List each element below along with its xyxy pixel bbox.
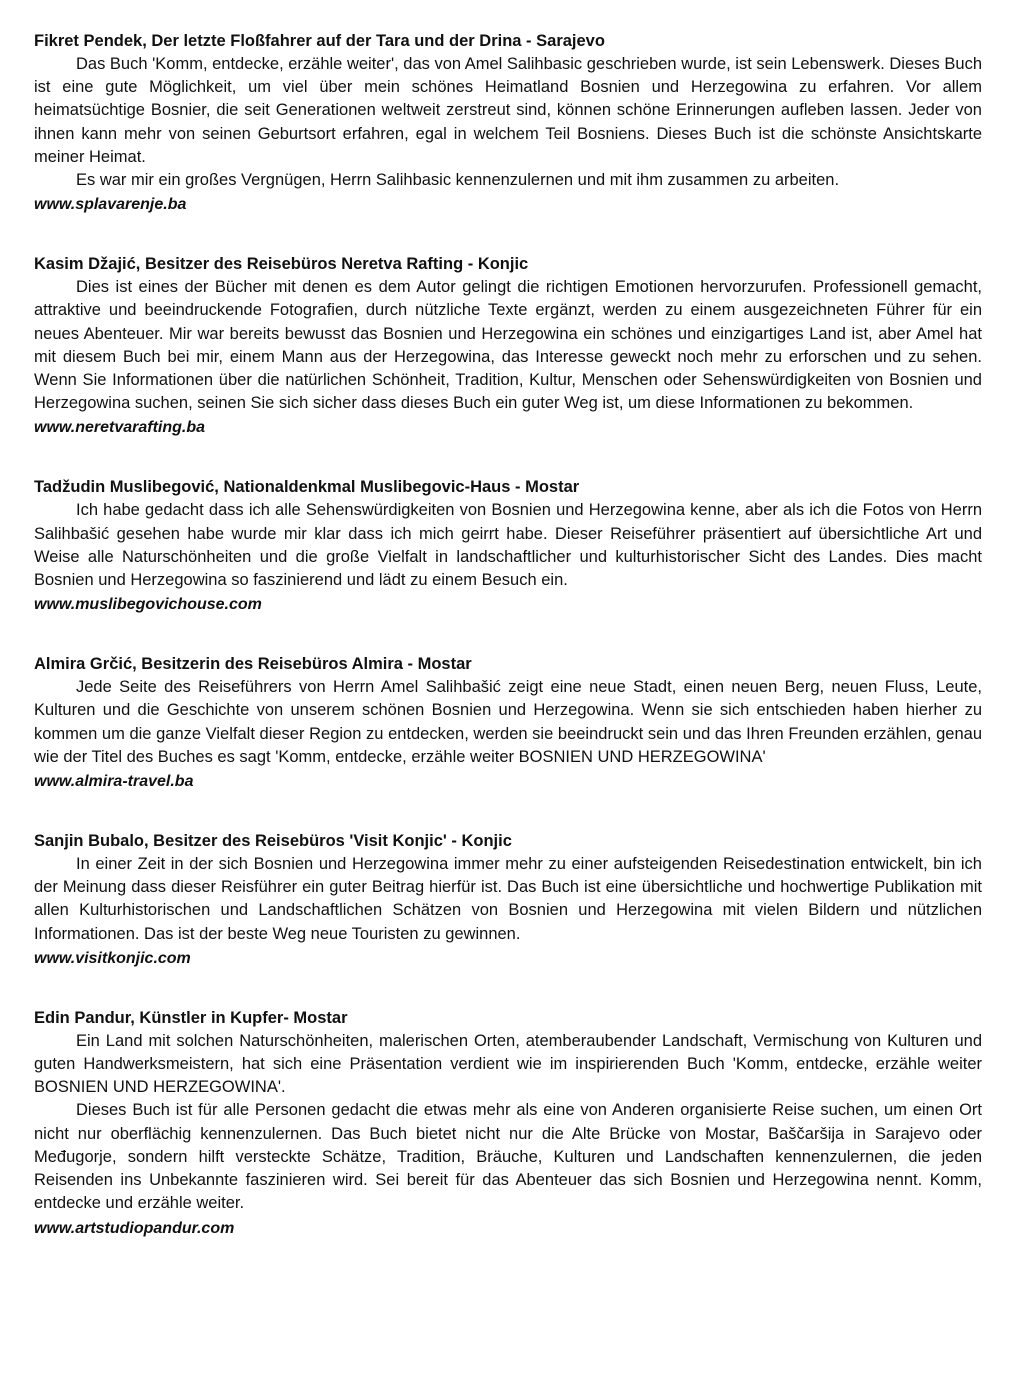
testimonial-heading: Kasim Džajić, Besitzer des Reisebüros Neretva Rafting - Konjic	[34, 255, 529, 274]
testimonial-heading: Almira Grčić, Besitzerin des Reisebüros Almira - Mostar	[34, 655, 472, 674]
testimonial-paragraph: Dieses Buch ist für alle Personen gedacht die etwas mehr als eine von Anderen organisierte Reise suchen, um einen Ort nicht nur oberflächig kennenzulernen. Das Buch bietet nicht nur die Alte Brücke von Mostar, Baščaršija in Sarajevo oder Međugorje, sondern hilft versteckte Schätze, Tradition, Bräuche, Kulturen und Landschaften kennenzulernen, die jeden Reisenden ins Unbekannte faszinieren wird. Sei bereit für das Abenteuer das sich Bosnien und Herzegowina nennt. Komm, entdecke und erzähle weiter.	[34, 1101, 982, 1213]
testimonial-website: www.neretvarafting.ba	[34, 419, 205, 437]
testimonial-sanjin-bubalo	[34, 830, 982, 971]
testimonial-paragraph: Dies ist eines der Bücher mit denen es dem Autor gelingt die richtigen Emotionen hervorzurufen. Professionell gemacht, attraktive und beeindruckende Fotografien, durch nützliche Texte ergänzt, werden zu einem ausgezeichneten Führer für ein neues Abenteuer. Mir war bereits bewusst das Bosnien und Herzegowina ein schönes und einzigartiges Land ist, aber Amel hat mit diesem Buch bei mir, einem Mann aus der Herzegowina, das Interesse geweckt noch mehr zu erforschen und zu sehen. Wenn Sie Informationen über die natürlichen Schönheit, Tradition, Kultur, Menschen oder Sehenswürdigkeiten von Bosnien und Herzegowina suchen, seinen Sie sich sicher dass dieses Buch ein guter Weg ist, um diese Informationen zu bekommen.	[34, 278, 982, 413]
testimonial-paragraph: Ich habe gedacht dass ich alle Sehenswürdigkeiten von Bosnien und Herzegowina kenne, aber als ich die Fotos von Herrn Salihbašić gesehen habe wurde mir klar dass ich mich geirrt habe. Dieser Reiseführer präsentiert auf übersichtliche Art und Weise alle Naturschönheiten und die große Vielfalt in landschaftlicher und kulturhistorischer Sicht des Landes. Dies macht Bosnien und Herzegowina so faszinierend und lädt zu einem Besuch ein.	[34, 501, 982, 590]
testimonial-paragraph: In einer Zeit in der sich Bosnien und Herzegowina immer mehr zu einer aufsteigenden Reisedestination entwickelt, bin ich der Meinung dass dieser Reisführer ein guter Beitrag hierfür ist. Das Buch ist eine übersichtliche und hochwertige Publikation mit allen Kulturhistorischen und Landschaftlichen Schätzen von Bosnien und Herzegowina mit vielen Bildern und nützlichen Informationen. Das ist der beste Weg neue Touristen zu gewinnen.	[34, 855, 982, 943]
section-spacer	[34, 440, 982, 476]
testimonial-heading: Sanjin Bubalo, Besitzer des Reisebüros 'Visit Konjic' - Konjic	[34, 832, 512, 851]
testimonial-heading: Fikret Pendek, Der letzte Floßfahrer auf der Tara und der Drina - Sarajevo	[34, 32, 605, 50]
testimonial-website: www.almira-travel.ba	[34, 773, 194, 791]
testimonial-kasim-dzajic	[34, 253, 982, 440]
testimonial-paragraph: Ein Land mit solchen Naturschönheiten, malerischen Orten, atemberaubender Landschaft, Vermischung von Kulturen und guten Handwerksmeistern, hat sich eine Präsentation verdient wie im inspirierenden Buch 'Komm, entdecke, erzähle weiter BOSNIEN UND HERZEGOWINA'.	[34, 1031, 982, 1097]
testimonial-edin-pandur	[34, 1007, 982, 1241]
section-spacer	[34, 617, 982, 653]
testimonial-website: www.visitkonjic.com	[34, 949, 191, 967]
testimonial-website: www.artstudiopandur.com	[34, 1219, 235, 1237]
testimonial-paragraph: Das Buch 'Komm, entdecke, erzähle weiter', das von Amel Salihbasic geschrieben wurde, ist sein Lebenswerk. Dieses Buch ist eine gute Möglichkeit, um viel über mein schönes Heimatland Bosnien und Herzegowina zu erfahren. Vor allem heimatsüchtige Bosnier, die seit Generationen weltweit zerstreut sind, können schöne Erinnerungen aufleben lassen. Jeder von ihnen kann mehr von seinen Geburtsort erfahren, egal in welchem Teil Bosniens. Dieses Buch ist die schönste Ansichtskarte meiner Heimat.	[34, 55, 983, 166]
section-spacer	[34, 794, 982, 830]
section-spacer	[34, 217, 982, 253]
testimonial-website: www.muslibegovichouse.com	[34, 596, 262, 614]
testimonial-fikret-pendek	[34, 30, 982, 217]
testimonial-heading: Edin Pandur, Künstler in Kupfer- Mostar	[34, 1008, 348, 1027]
testimonial-paragraph: Jede Seite des Reiseführers von Herrn Amel Salihbašić zeigt eine neue Stadt, einen neuen Berg, neuen Fluss, Leute, Kulturen und die Geschichte von unserem schönen Bosnien und Herzegowina. Wenn sie sich entschieden haben hierher zu kommen um die ganze Vielfalt dieser Region zu entdecken, werden sie beeindruckt sein und das Ihren Freunden erzählen, genau wie der Titel des Buches es sagt 'Komm, entdecke, erzähle weiter BOSNIEN UND HERZEGOWINA'	[34, 678, 982, 766]
testimonial-paragraph: Es war mir ein großes Vergnügen, Herrn Salihbasic kennenzulernen und mit ihm zusammen zu arbeiten.	[76, 171, 840, 190]
testimonial-website: www.splavarenje.ba	[34, 196, 187, 214]
testimonial-almira-grcic	[34, 653, 982, 794]
testimonial-heading: Tadžudin Muslibegović, Nationaldenkmal Muslibegovic-Haus - Mostar	[34, 478, 580, 497]
section-spacer	[34, 971, 982, 1007]
testimonial-tadzudin-muslibegovic	[34, 476, 982, 617]
